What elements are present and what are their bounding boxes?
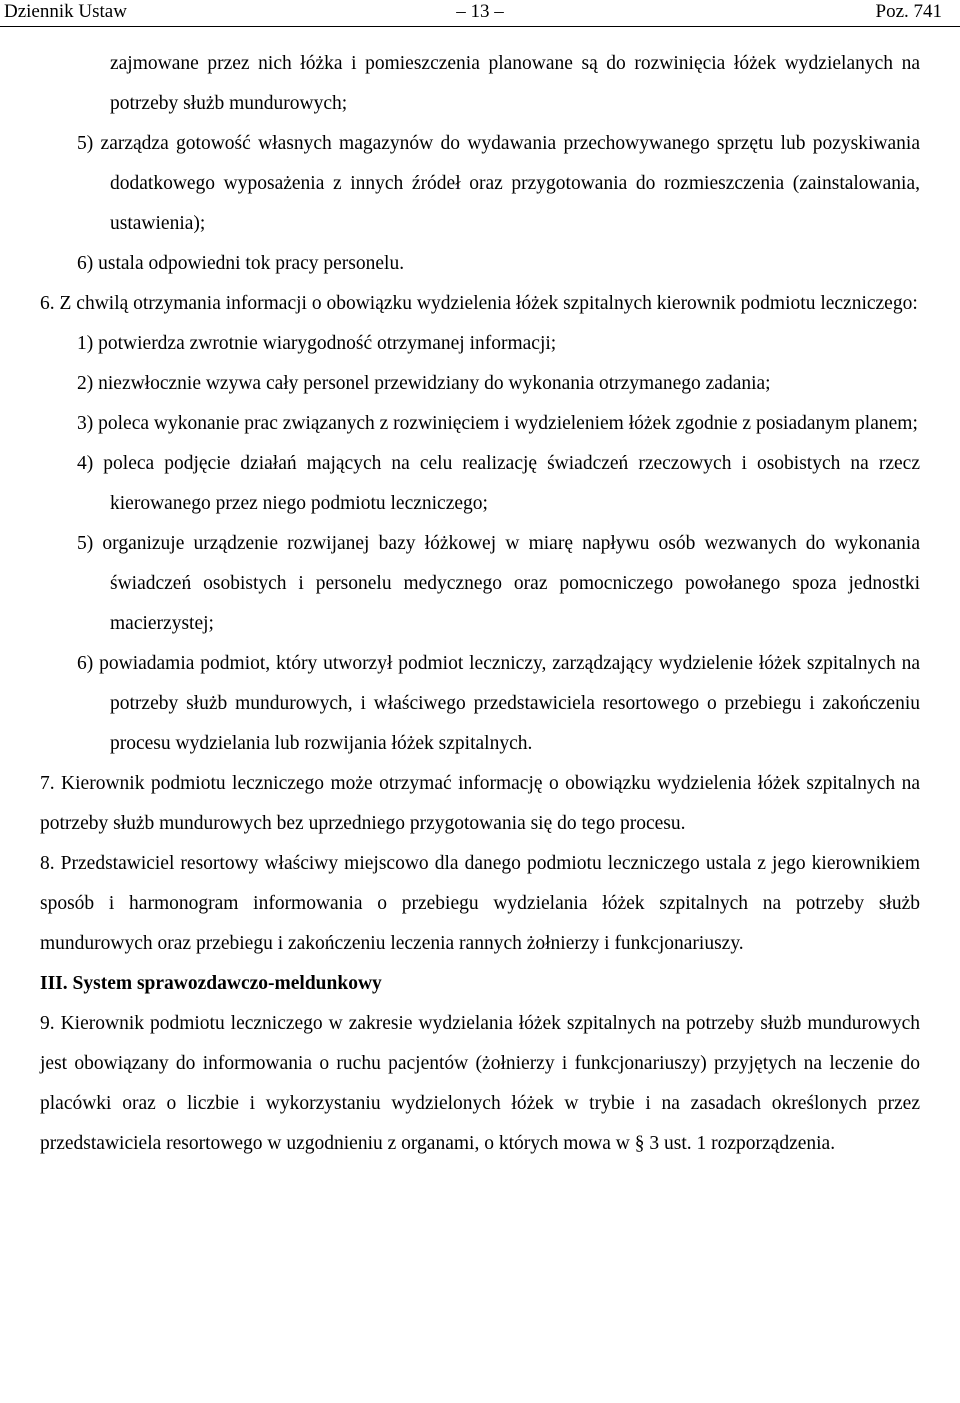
position-number: Poz. 741 <box>875 1 942 22</box>
page-header <box>0 0 960 27</box>
list-item: 1) potwierdza zwrotnie wiarygodność otrzymanej informacji; <box>77 333 557 354</box>
section-title: III. System sprawozdawczo-meldunkowy <box>40 973 382 994</box>
journal-name: Dziennik Ustaw <box>4 1 127 22</box>
list-item: 6) ustala odpowiedni tok pracy personelu. <box>77 253 405 274</box>
document-body <box>40 44 920 1164</box>
page-number: – 13 – <box>456 1 504 22</box>
list-item: 2) niezwłocznie wzywa cały personel przewidziany do wykonania otrzymanego zadania; <box>77 373 771 394</box>
list-item: 5) zarządza gotowość własnych magazynów do wydawania przechowywanego sprzętu lub pozyskiwania dodatkowego wyposażenia z innych źródeł oraz przygotowania do rozmieszczenia (zainstalowania, ustawienia); <box>77 133 920 234</box>
continuation-text: zajmowane przez nich łóżka i pomieszczenia planowane są do rozwinięcia łóżek wydzielanych na potrzeby służb mundurowych; <box>110 53 920 114</box>
list-item: 3) poleca wykonanie prac związanych z rozwinięciem i wydzieleniem łóżek zgodnie z posiadanym planem; <box>77 413 918 434</box>
paragraph-6: 6. Z chwilą otrzymania informacji o obowiązku wydzielenia łóżek szpitalnych kierownik podmiotu leczniczego: <box>40 293 918 314</box>
list-item: 6) powiadamia podmiot, który utworzył podmiot leczniczy, zarządzający wydzielenie łóżek szpitalnych na potrzeby służb mundurowych, i właściwego przedstawiciela resortowego o przebiegu i zakończeniu procesu wydzielania lub rozwijania łóżek szpitalnych. <box>77 653 920 754</box>
paragraph-7: 7. Kierownik podmiotu leczniczego może otrzymać informację o obowiązku wydzielenia łóżek szpitalnych na potrzeby służb mundurowych bez uprzedniego przygotowania się do tego procesu. <box>40 773 920 834</box>
list-item: 5) organizuje urządzenie rozwijanej bazy łóżkowej w miarę napływu osób wezwanych do wykonania świadczeń osobistych i personelu medycznego oraz pomocniczego powołanego spoza jednostki macierzystej; <box>77 533 920 634</box>
paragraph-8: 8. Przedstawiciel resortowy właściwy miejscowo dla danego podmiotu leczniczego ustala z jego kierownikiem sposób i harmonogram informowania o przebiegu wydzielania łóżek szpitalnych na potrzeby służb mundurowych oraz przebiegu i zakończeniu leczenia rannych żołnierzy i funkcjonariuszy. <box>40 853 920 954</box>
paragraph-9: 9. Kierownik podmiotu leczniczego w zakresie wydzielania łóżek szpitalnych na potrzeby służb mundurowych jest obowiązany do informowania o ruchu pacjentów (żołnierzy i funkcjonariuszy) przyjętych na leczenie do placówki oraz o liczbie i wykorzystaniu wydzielonych łóżek w trybie i na zasadach określonych przez przedstawiciela resortowego w uzgodnieniu z organami, o których mowa w § 3 ust. 1 rozporządzenia. <box>40 1013 920 1154</box>
list-item: 4) poleca podjęcie działań mających na celu realizację świadczeń rzeczowych i osobistych na rzecz kierowanego przez niego podmiotu leczniczego; <box>77 453 920 514</box>
